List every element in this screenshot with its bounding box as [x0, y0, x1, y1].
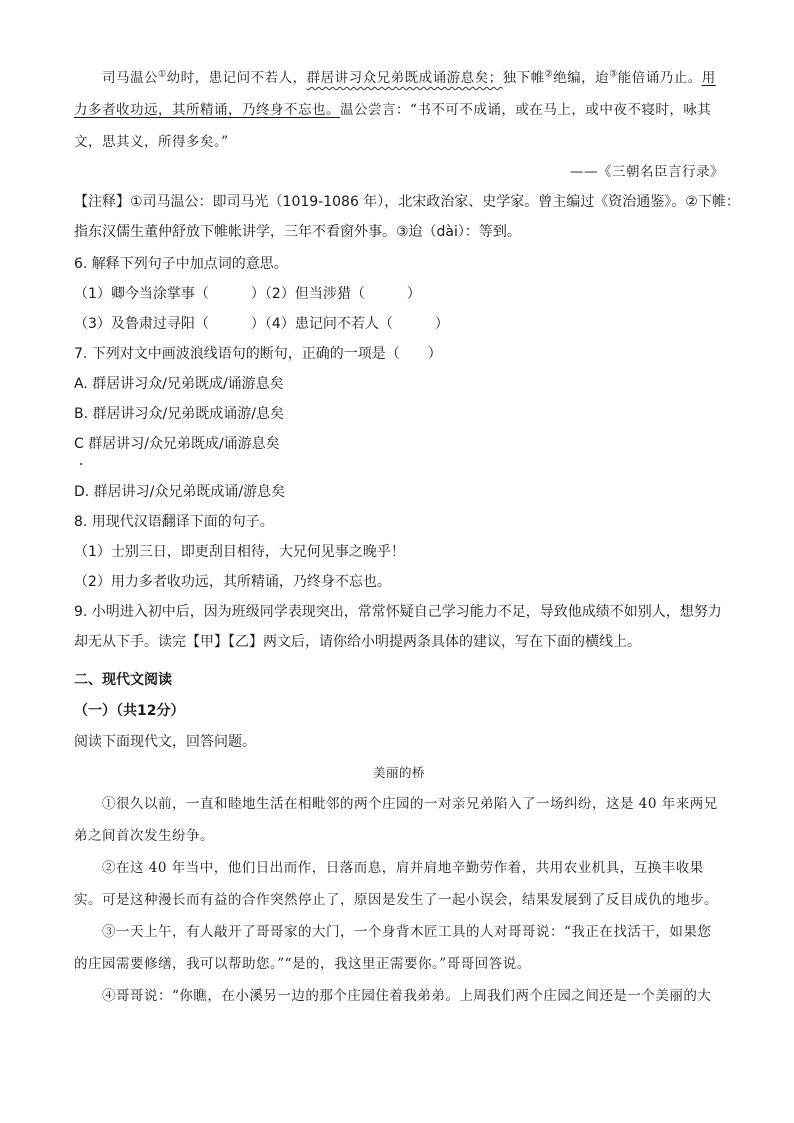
text-span: 能倍诵乃止。	[617, 70, 702, 86]
section-heading: 二、现代文阅读	[74, 672, 172, 688]
wavy-underlined-sentence: 群居讲习众兄弟既成诵游息矣；	[306, 70, 503, 86]
questions	[74, 249, 724, 459]
article-para-2-line-2: 实。可是这种漫长而有益的合作突然停止了，原因是发生了一起小误会，结果发展到了反目成仇的地步。	[74, 892, 718, 908]
question-6-row-2: （3）及鲁肃过寻阳（ ）（4）患记问不若人（ ）	[74, 316, 449, 332]
question-8-item-2: （2）用力多者收功远，其所精诵，乃终身不忘也。	[74, 574, 391, 590]
question-7-option-d: D. 群居讲习/众兄弟既成诵/游息矣	[74, 484, 286, 500]
stray-dot	[80, 463, 82, 465]
question-7-option-b: B. 群居讲习众/兄弟既成诵游/息矣	[74, 406, 284, 422]
notes	[74, 187, 740, 247]
question-8: 8. 用现代汉语翻译下面的句子。	[74, 514, 274, 530]
question-8-item-1: （1）士别三日，即更刮目相待，大兄何见事之晚乎！	[74, 544, 405, 560]
question-7-option-a: A. 群居讲习众/兄弟既成/诵游息矣	[74, 376, 284, 392]
text-span: 独下帷	[502, 70, 545, 86]
question-9-line-2: 却无从下手。读完【甲】【乙】两文后，请你给小明提两条具体的建议，写在下面的横线上。	[74, 634, 641, 650]
article-title: 美丽的桥	[372, 765, 425, 780]
questions-cont	[74, 477, 724, 657]
article-para-1-line-2: 弟之间首次发生纷争。	[74, 828, 214, 844]
text-span: 绝编，迨	[553, 70, 610, 86]
article-para-1-line-1: ①很久以前，一直和睦地生活在相毗邻的两个庄园的一对亲兄弟陷入了一场纠纷，这是 40 年来两兄	[102, 796, 718, 812]
classical-line-3: 文，思其义，所得多矣。”	[74, 134, 229, 150]
classical-line-2	[74, 94, 724, 126]
article-body	[74, 788, 724, 1012]
notes-line-2: 指东汉儒生董仲舒放下帷帐讲学，三年不看窗外事。③迨（dài）：等到。	[74, 224, 521, 240]
question-9-line-1: 9. 小明进入初中后，因为班级同学表现突出，常常怀疑自己学习能力不足，导致他成绩不如别人，想努力	[74, 604, 722, 620]
underlined-sentence: 用	[701, 70, 716, 86]
article-para-3-line-1: ③一天上午，有人敲开了哥哥家的大门，一个身背木匠工具的人对哥哥说：“我正在找活干，如果您	[102, 924, 712, 940]
question-6-row-1: （1）卿今当涂掌事（ ）（2）但当涉猎（ ）	[74, 286, 421, 302]
text-span: 幼时，患记问不若人，	[166, 70, 307, 86]
footnote-mark: ③	[609, 69, 618, 80]
classical-passage	[74, 62, 724, 94]
footnote-mark: ①	[158, 69, 167, 80]
article-para-2-line-1: ②在这 40 年当中，他们日出而作，日落而息，肩并肩地辛勤劳作着，共用农业机具，互换丰收果	[102, 860, 704, 876]
question-7-option-c: C 群居讲习/众兄弟既成/诵游息矣	[74, 436, 280, 452]
section-subheading: （一）（共12分）	[74, 703, 185, 719]
question-7: 7. 下列对文中画波浪线语句的断句，正确的一项是（ ）	[74, 346, 442, 362]
classical-passage-cont	[74, 94, 724, 158]
section-instruction: 阅读下面现代文，回答问题。	[74, 734, 256, 750]
underlined-sentence: 力多者收功远，其所精诵，乃终身不忘也。	[74, 102, 340, 118]
classical-source: ——《三朝名臣言行录》	[570, 164, 724, 180]
question-6: 6. 解释下列句子中加点词的意思。	[74, 256, 288, 272]
article-para-4-line-1: ④哥哥说：“你瞧，在小溪另一边的那个庄园住着我弟弟。上周我们两个庄园之间还是一个美丽的大	[102, 988, 712, 1004]
footnote-mark: ②	[544, 69, 554, 80]
text-span: 司马温公	[102, 70, 158, 86]
text-span: 温公尝言：“书不可不成诵，或在马上，或中夜不寝时，咏其	[340, 102, 712, 118]
classical-line-1	[74, 62, 724, 94]
article-para-3-line-2: 的庄园需要修缮，我可以帮助您。”“是的，我这里正需要你。”哥哥回答说。	[74, 956, 531, 972]
notes-line-1: 【注释】①司马温公：即司马光（1019-1086 年），北宋政治家、史学家。曾主编过《资治通鉴》。②下帷：	[74, 194, 740, 210]
